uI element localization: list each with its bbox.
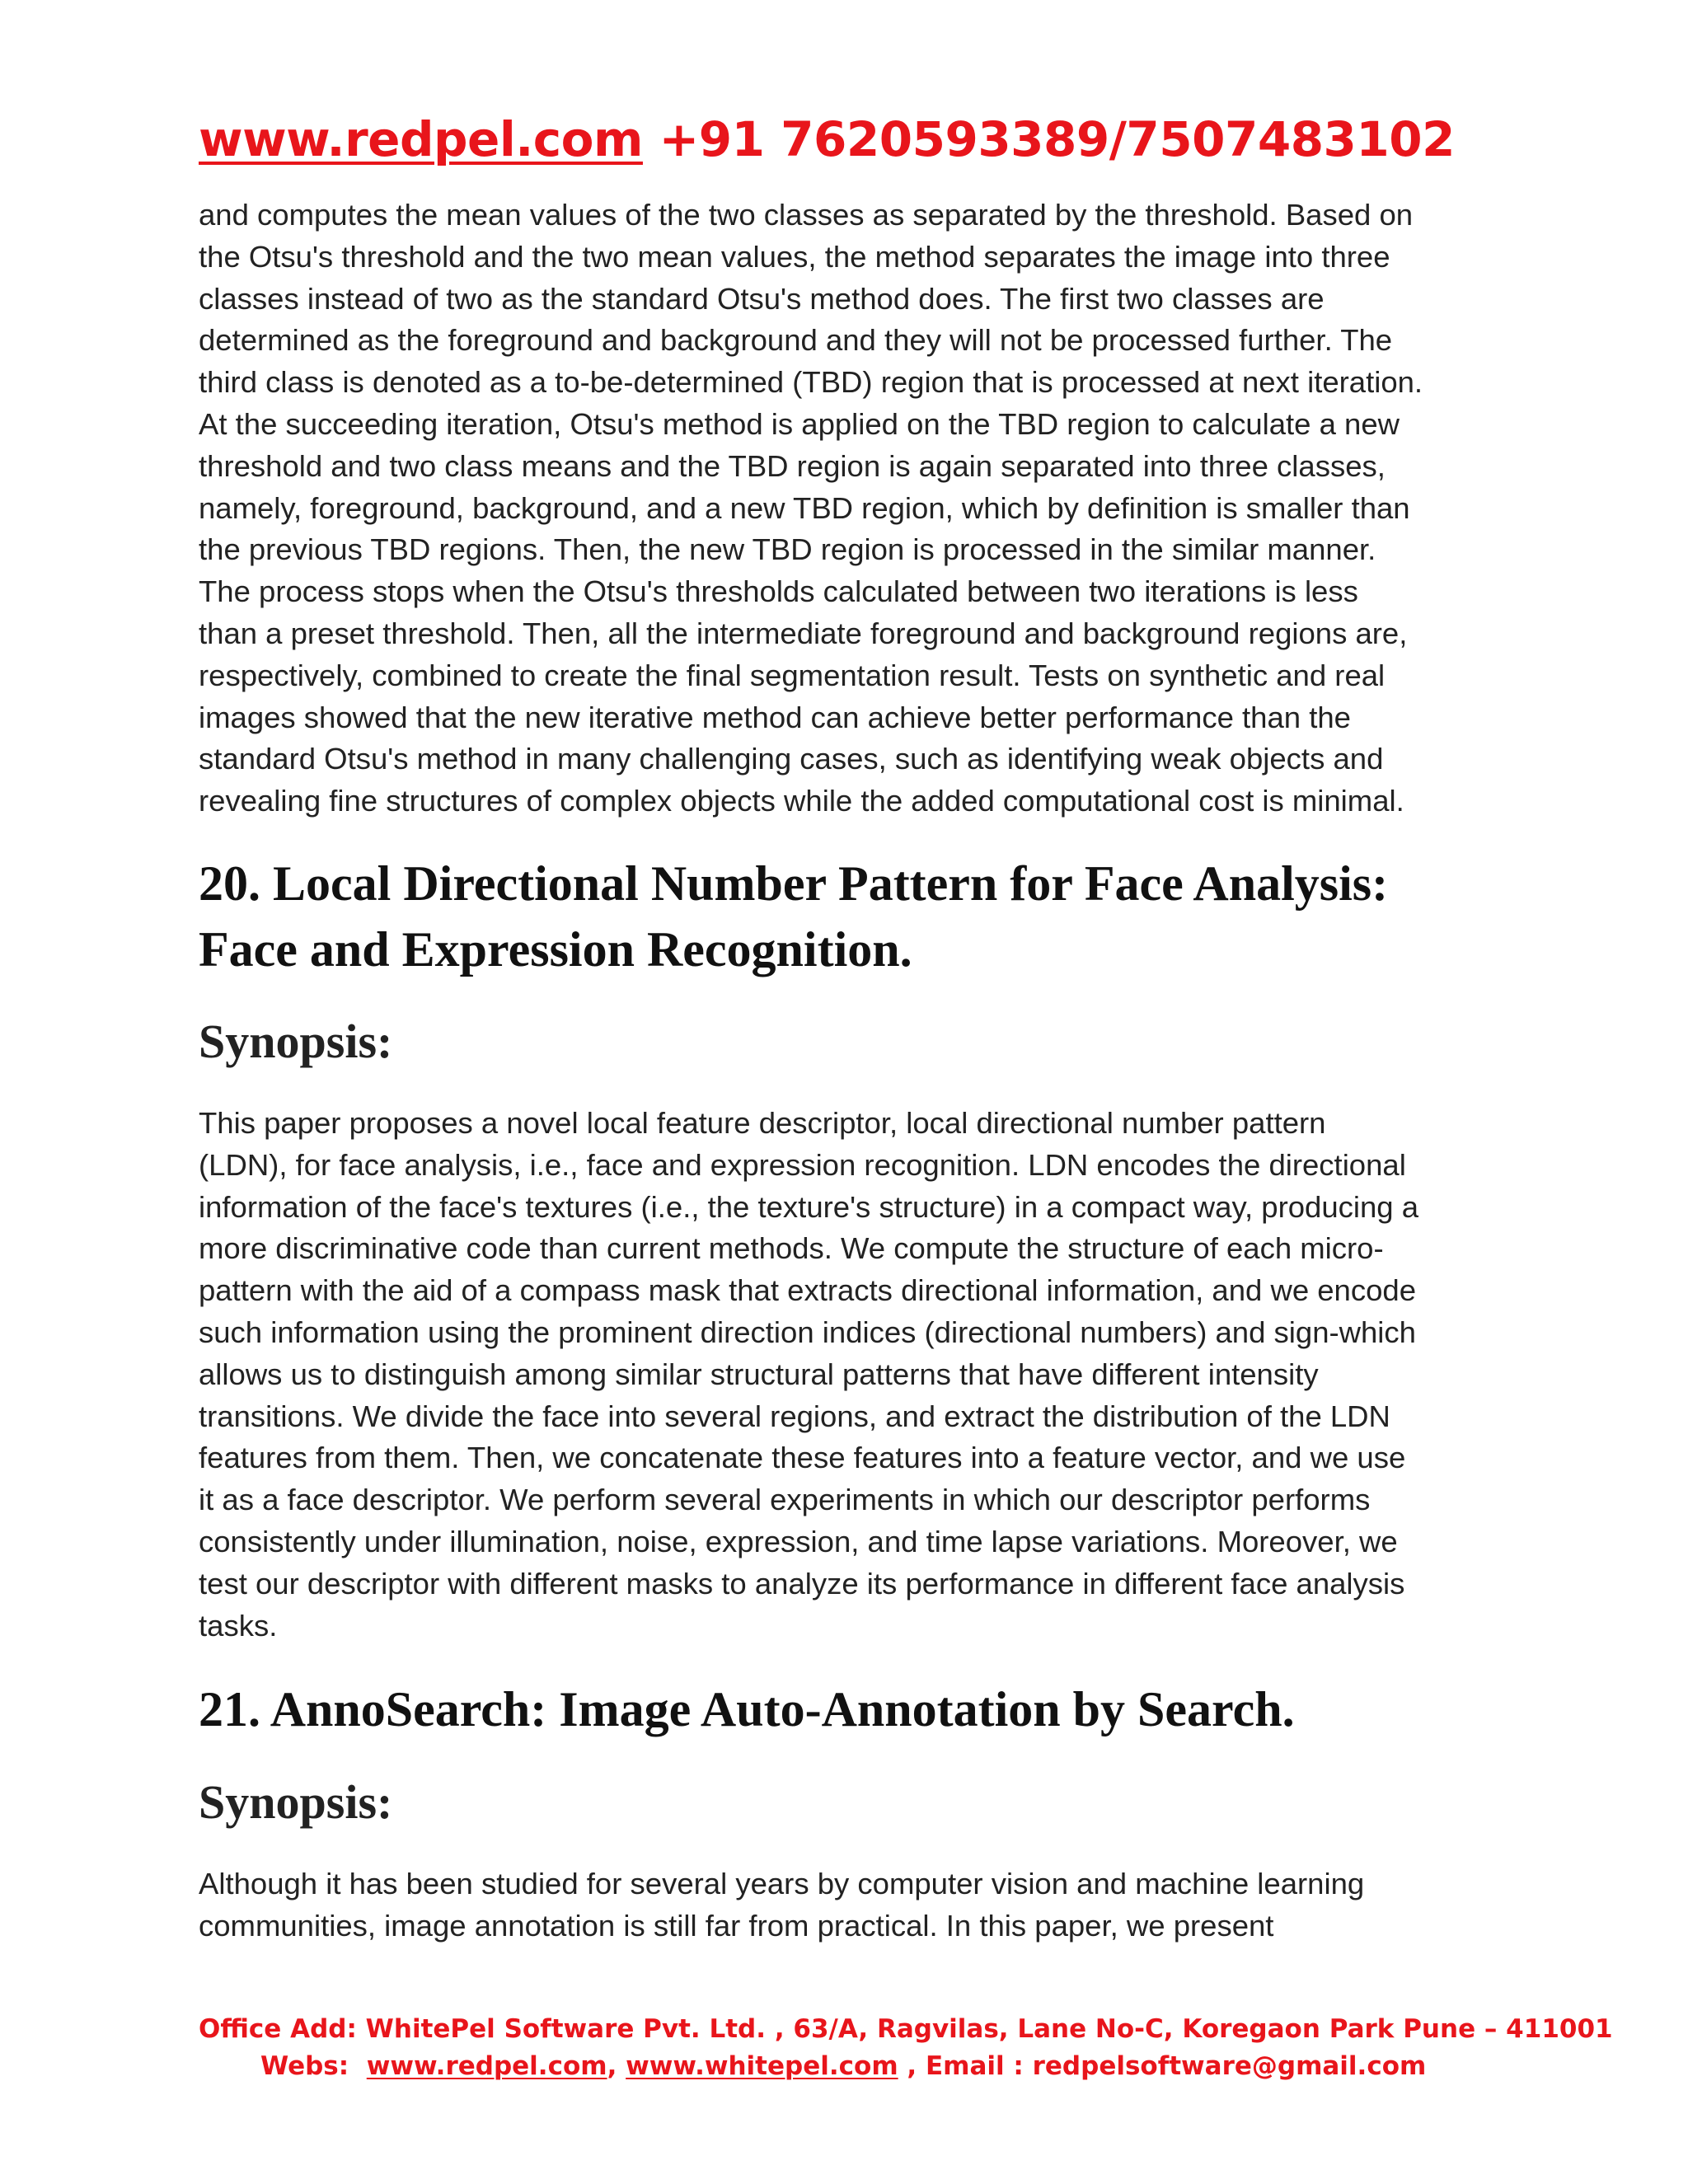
footer-links: Webs: www.redpel.com, www.whitepel.com , Email : redpelsoftware@gmail.com <box>260 2051 1427 2081</box>
section-20-synopsis-label: Synopsis: <box>199 1015 393 1068</box>
header-phone: +91 7620593389/7507483102 <box>659 111 1455 167</box>
footer-webs-label: Webs: <box>260 2051 349 2081</box>
footer-email: , Email : redpelsoftware@gmail.com <box>907 2051 1427 2081</box>
footer-link-redpel[interactable]: www.redpel.com <box>366 2051 607 2081</box>
header-contact <box>199 105 1455 173</box>
section-21-synopsis-label: Synopsis: <box>199 1775 393 1829</box>
footer-link-whitepel[interactable]: www.whitepel.com <box>626 2051 898 2081</box>
paragraph-otsu: and computes the mean values of the two classes as separated by the threshold. Based on the Otsu's threshold and the two mean values, the method separates the image into three classes instead of two as the standard Otsu's method does. The first two classes are determined as the foreground and background and they will not be processed further. The third class is denoted as a to-be-determined (TBD) region that is processed at next iteration. At the succeeding iteration, Otsu's method is applied on the TBD region to calculate a new threshold and two class means and the TBD region is again separated into three classes, namely, foreground, background, and a new TBD region, which by definition is smaller than the previous TBD regions. Then, the new TBD region is processed in the similar manner. The process stops when the Otsu's thresholds calculated between two iterations is less than a preset threshold. Then, all the intermediate foreground and background regions are, respectively, combined to create the final segmentation result. Tests on synthetic and real images showed that the new iterative method can achieve better performance than the standard Otsu's method in many challenging cases, such as identifying weak objects and revealing fine structures of complex objects while the added computational cost is minimal. <box>199 198 1423 818</box>
section-20-title: 20. Local Directional Number Pattern for Face Analysis: Face and Expression Recognition. <box>199 856 1389 977</box>
footer-office-address: Office Add: WhitePel Software Pvt. Ltd. , 63/A, Ragvilas, Lane No-C, Koregaon Park Pune – 411001 <box>199 2014 1613 2044</box>
header-site-link[interactable]: www.redpel.com <box>199 111 643 167</box>
section-21-title: 21. AnnoSearch: Image Auto-Annotation by Search. <box>199 1682 1295 1736</box>
paragraph-annosearch: Although it has been studied for several years by computer vision and machine learning communities, image annotation is still far from practical. In this paper, we present <box>199 1867 1365 1943</box>
paragraph-ldn: This paper proposes a novel local feature descriptor, local directional number pattern (LDN), for face analysis, i.e., face and expression recognition. LDN encodes the directional information of the face's textures (i.e., the texture's structure) in a compact way, producing a more discriminative code than current methods. We compute the structure of each micro- pattern with the aid of a compass mask that extracts directional information, and we encode such information using the prominent direction indices (directional numbers) and sign-which allows us to distinguish among similar structural patterns that have different intensity transitions. We divide the face into several regions, and extract the distribution of the LDN features from them. Then, we concatenate these features into a feature vector, and we use it as a face descriptor. We perform several experiments in which our descriptor performs consistently under illumination, noise, expression, and time lapse variations. Moreover, we test our descriptor with different masks to analyze its performance in different face analysis tasks. <box>199 1106 1419 1643</box>
